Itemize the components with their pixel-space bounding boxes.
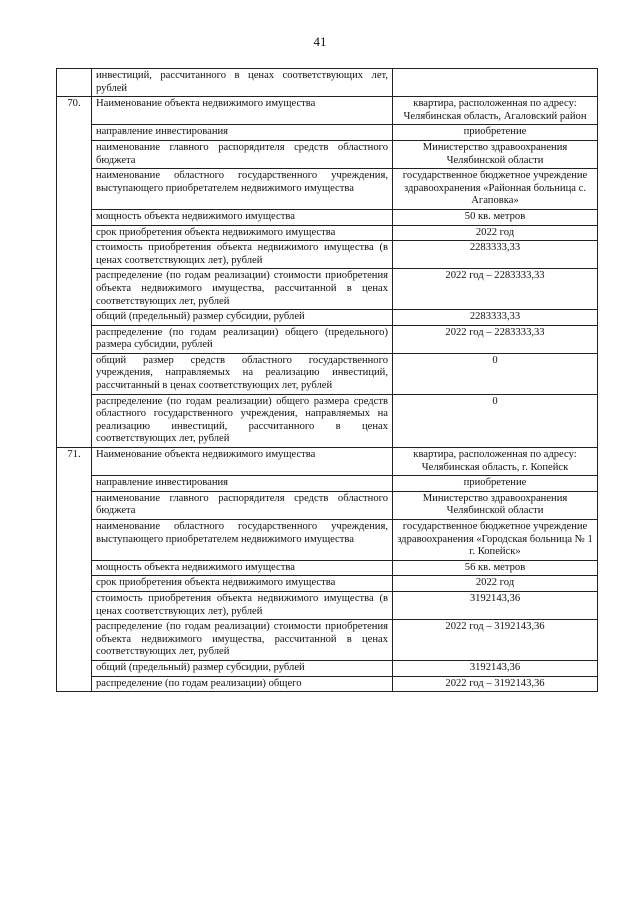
row-value-cell: квартира, расположенная по адресу: Челябинская область, г. Копейск: [393, 448, 598, 476]
row-value-cell: 2022 год – 2283333,33: [393, 269, 598, 310]
table-row: [57, 140, 598, 168]
table-row: [57, 394, 598, 447]
page-number: 41: [313, 34, 327, 49]
row-label-cell: мощность объекта недвижимого имущества: [92, 560, 393, 576]
entry-number-cell: 70.: [57, 97, 92, 448]
row-label-cell: наименование областного государственного учреждения, выступающего приобретателем недвижимого имущества: [92, 520, 393, 561]
table-row: [57, 69, 598, 97]
table-row: [57, 491, 598, 519]
table-row: [57, 310, 598, 326]
row-value-cell: 50 кв. метров: [393, 209, 598, 225]
row-value-cell: 2022 год: [393, 576, 598, 592]
table-row: [57, 560, 598, 576]
row-value-cell: квартира, расположенная по адресу: Челябинская область, Агаловский район: [393, 97, 598, 125]
table-row: [57, 476, 598, 492]
row-label-cell: стоимость приобретения объекта недвижимого имущества (в ценах соответствующих лет), рублей: [92, 241, 393, 269]
entry-number-cell: 71.: [57, 448, 92, 692]
row-label-cell: распределение (по годам реализации) стоимости приобретения объекта недвижимого имущества, рассчитанной в ценах соответствующих лет, рублей: [92, 620, 393, 661]
row-label-cell: общий (предельный) размер субсидии, рублей: [92, 310, 393, 326]
row-label-cell: наименование главного распорядителя средств областного бюджета: [92, 140, 393, 168]
row-label-cell: наименование главного распорядителя средств областного бюджета: [92, 491, 393, 519]
row-label-cell: распределение (по годам реализации) общего размера средств областного государственного учреждения, направляемых на реализацию инвестиций, рассчитанного в ценах соответствующих лет, рублей: [92, 394, 393, 447]
table-row: [57, 125, 598, 141]
table-row: [57, 591, 598, 619]
row-label-cell: Наименование объекта недвижимого имущества: [92, 448, 393, 476]
row-value-cell: 56 кв. метров: [393, 560, 598, 576]
investment-objects-table: [56, 68, 598, 692]
row-label-cell: общий (предельный) размер субсидии, рублей: [92, 660, 393, 676]
row-value-cell: 0: [393, 353, 598, 394]
table-row: [57, 269, 598, 310]
row-value-cell: 2022 год – 3192143,36: [393, 620, 598, 661]
table-row: [57, 448, 598, 476]
row-label-cell: срок приобретения объекта недвижимого имущества: [92, 225, 393, 241]
row-value-cell: [393, 69, 598, 97]
row-label-cell: срок приобретения объекта недвижимого имущества: [92, 576, 393, 592]
table-row: [57, 576, 598, 592]
row-value-cell: 2022 год: [393, 225, 598, 241]
table-row: [57, 209, 598, 225]
row-value-cell: приобретение: [393, 476, 598, 492]
row-value-cell: 2283333,33: [393, 310, 598, 326]
row-label-cell: направление инвестирования: [92, 476, 393, 492]
row-value-cell: 2283333,33: [393, 241, 598, 269]
row-label-cell: стоимость приобретения объекта недвижимого имущества (в ценах соответствующих лет), рублей: [92, 591, 393, 619]
table-row: [57, 676, 598, 692]
row-label-cell: распределение (по годам реализации) общего (предельного) размера субсидии, рублей: [92, 325, 393, 353]
row-value-cell: 3192143,36: [393, 660, 598, 676]
table-row: [57, 225, 598, 241]
row-value-cell: Министерство здравоохранения Челябинской области: [393, 140, 598, 168]
row-value-cell: 0: [393, 394, 598, 447]
row-value-cell: 2022 год – 3192143,36: [393, 676, 598, 692]
row-value-cell: Министерство здравоохранения Челябинской области: [393, 491, 598, 519]
row-label-cell: распределение (по годам реализации) общего: [92, 676, 393, 692]
row-label-cell: инвестиций, рассчитанного в ценах соответствующих лет, рублей: [92, 69, 393, 97]
table-row: [57, 241, 598, 269]
row-label-cell: общий размер средств областного государственного учреждения, направляемых на реализацию инвестиций, рассчитанный в ценах соответствующих лет, рублей: [92, 353, 393, 394]
table-row: [57, 325, 598, 353]
row-value-cell: государственное бюджетное учреждение здравоохранения «Районная больница с. Агаповка»: [393, 169, 598, 210]
row-label-cell: распределение (по годам реализации) стоимости приобретения объекта недвижимого имущества, рассчитанной в ценах соответствующих лет, рублей: [92, 269, 393, 310]
row-label-cell: направление инвестирования: [92, 125, 393, 141]
row-value-cell: приобретение: [393, 125, 598, 141]
table-row: [57, 660, 598, 676]
row-label-cell: мощность объекта недвижимого имущества: [92, 209, 393, 225]
table-row: [57, 620, 598, 661]
row-value-cell: 3192143,36: [393, 591, 598, 619]
row-number-cell: [57, 69, 92, 97]
table-row: [57, 169, 598, 210]
table-row: [57, 520, 598, 561]
table-body: [57, 69, 598, 692]
row-value-cell: государственное бюджетное учреждение здравоохранения «Городская больница № 1 г. Копейск»: [393, 520, 598, 561]
row-value-cell: 2022 год – 2283333,33: [393, 325, 598, 353]
table-row: [57, 97, 598, 125]
row-label-cell: Наименование объекта недвижимого имущества: [92, 97, 393, 125]
row-label-cell: наименование областного государственного учреждения, выступающего приобретателем недвижимого имущества: [92, 169, 393, 210]
table-row: [57, 353, 598, 394]
